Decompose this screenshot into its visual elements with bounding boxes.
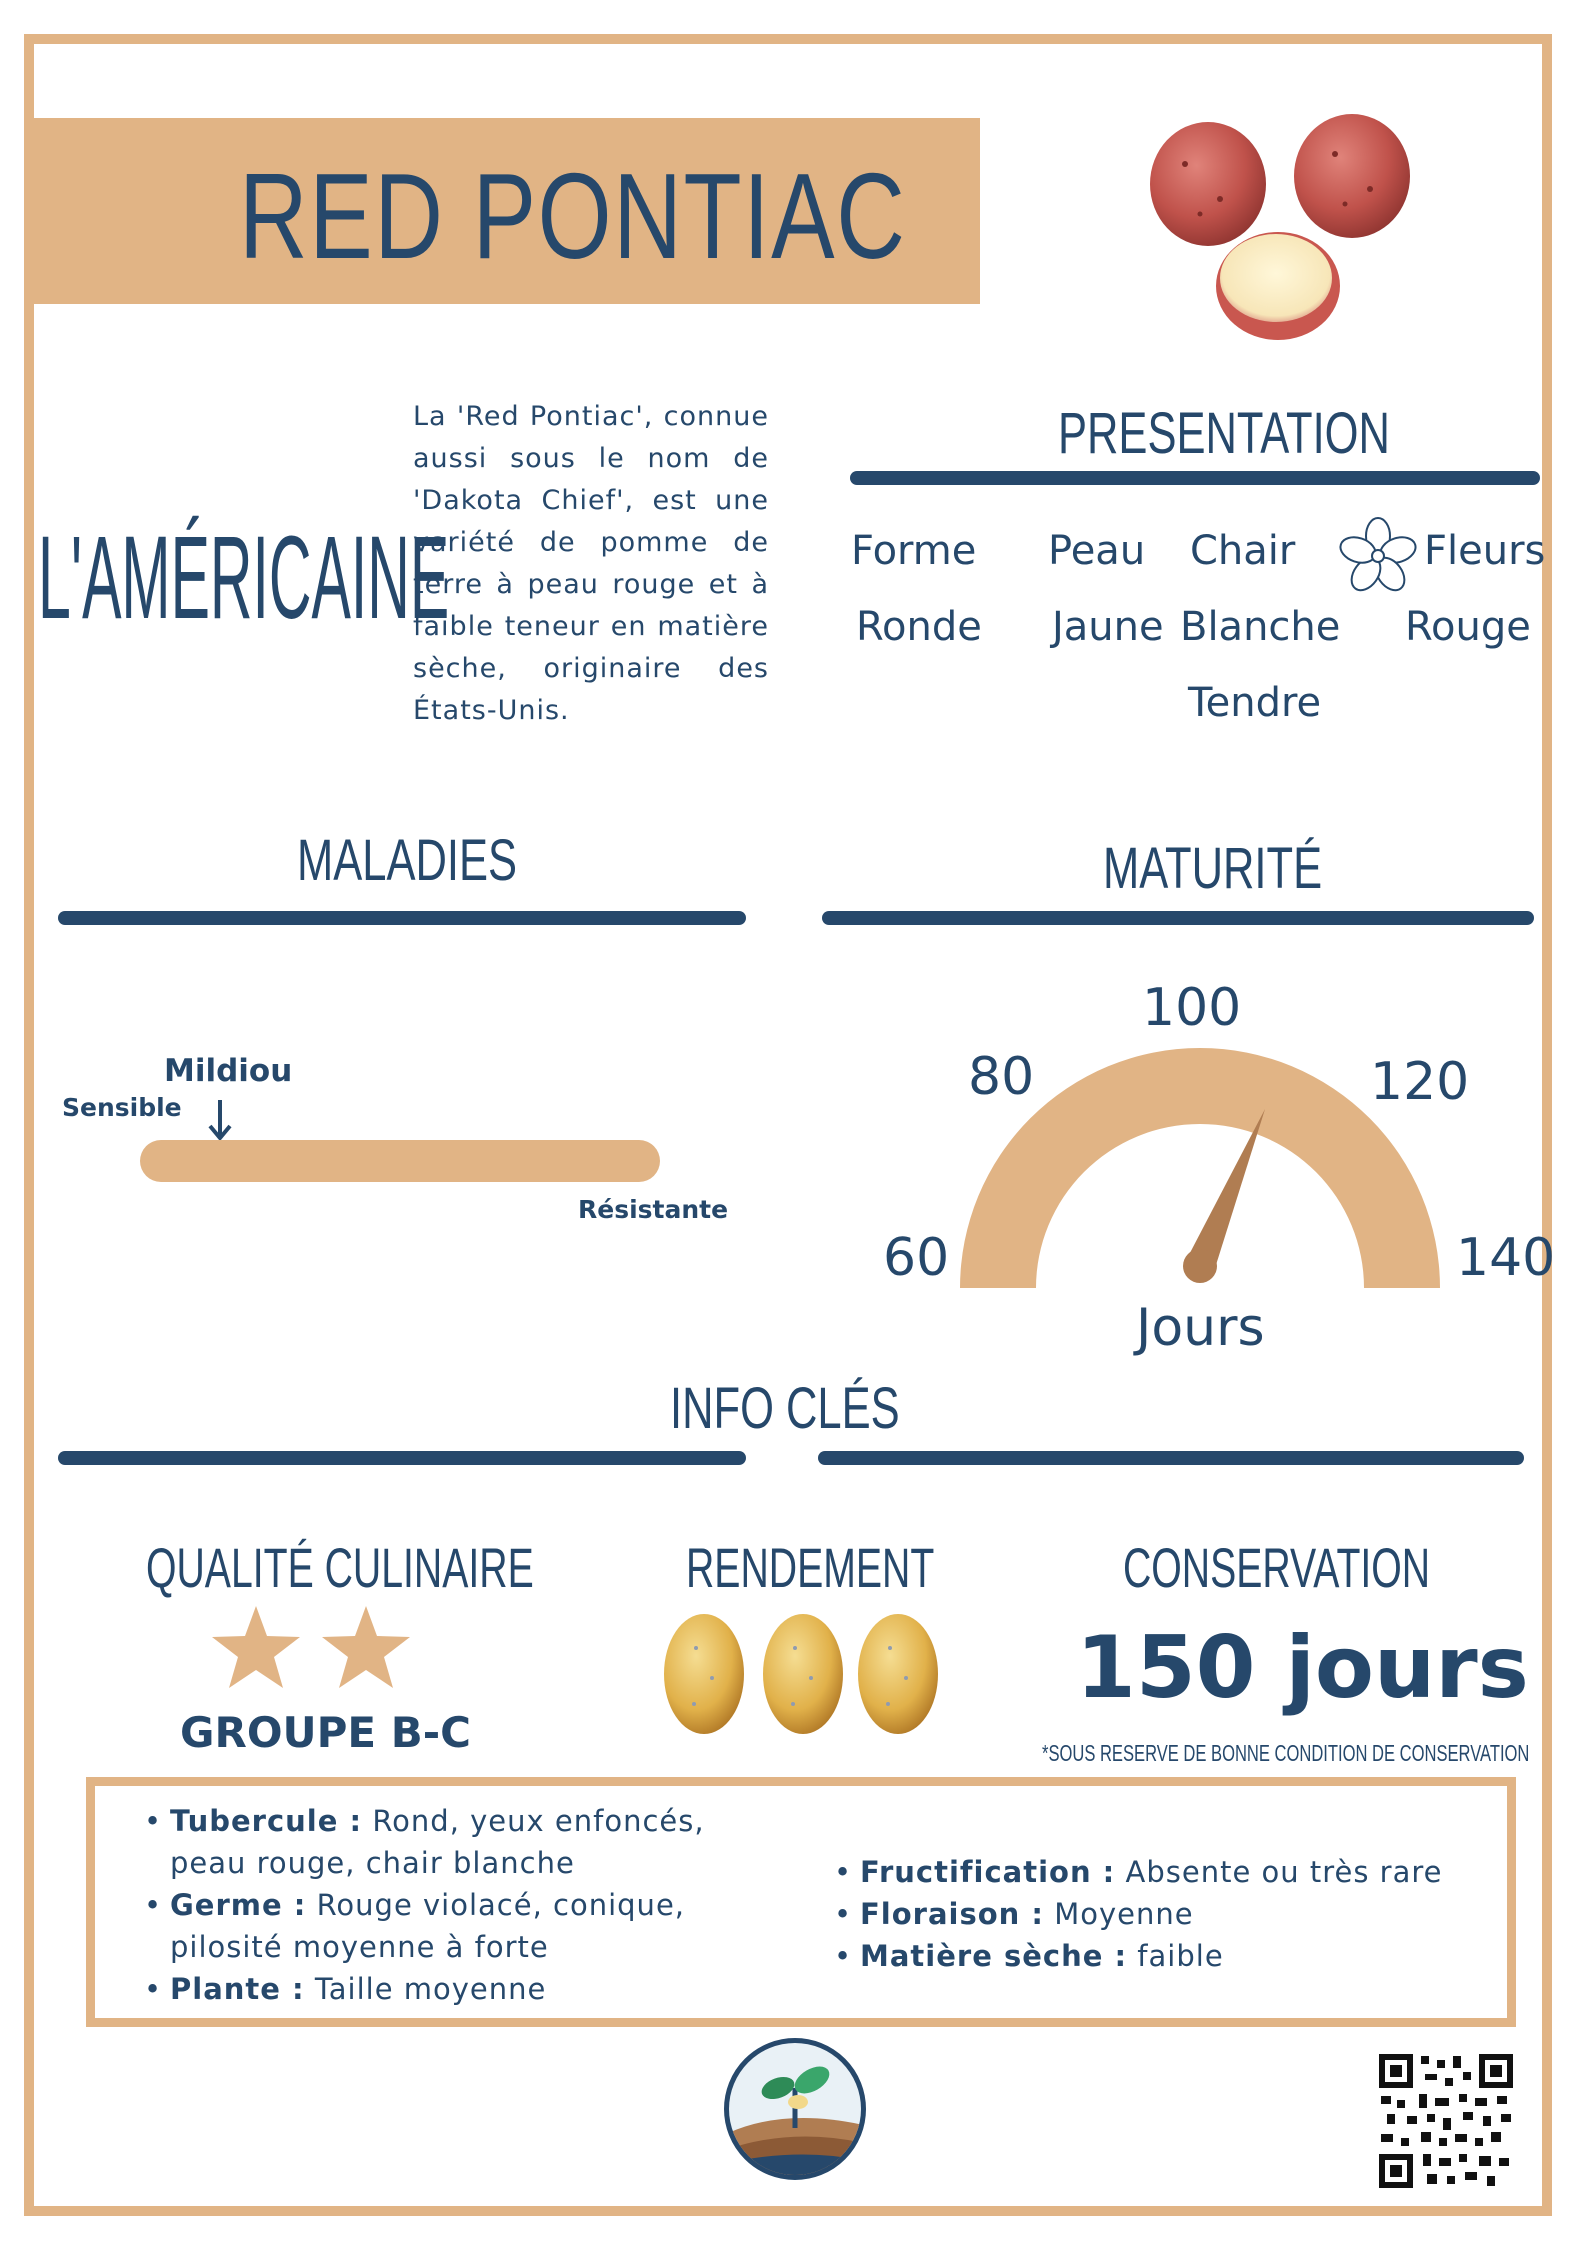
gauge-tick-120: 120	[1370, 1052, 1470, 1112]
maladies-title: MALADIES	[297, 828, 517, 893]
presentation-title: PRESENTATION	[1058, 401, 1390, 466]
list-item: • Tubercule : Rond, yeux enfoncés, peau rouge, chair blanche	[140, 1800, 780, 1884]
star-icon	[322, 1606, 410, 1688]
variety-description: La 'Red Pontiac', connue aussi sous le nom de 'Dakota Chief', est une variété de pomme de terre à peau rouge et à faible teneur en matière sèche, originaire des États-Unis.	[413, 401, 769, 726]
sprout-logo	[722, 2036, 868, 2182]
info-rule-left	[58, 1451, 746, 1465]
maturite-title: MATURITÉ	[1103, 836, 1323, 901]
variety-title: RED PONTIAC	[239, 148, 907, 284]
details-left-list	[140, 1800, 780, 2010]
info-rule-right	[818, 1451, 1524, 1465]
gauge-tick-100: 100	[1142, 978, 1242, 1038]
qualite-title: QUALITÉ CULINAIRE	[146, 1536, 534, 1599]
list-item: • Floraison : Moyenne	[830, 1893, 1490, 1935]
resistance-bar	[140, 1140, 660, 1182]
chair-label: Chair	[1190, 528, 1296, 574]
peau-value: Jaune	[1052, 604, 1164, 650]
presentation-rule	[850, 471, 1540, 485]
flower-icon	[1338, 516, 1418, 592]
resistante-label: Résistante	[578, 1195, 729, 1224]
info-cles-title: INFO CLÉS	[670, 1376, 900, 1441]
groupe-label: GROUPE B-C	[180, 1708, 471, 1757]
gauge-tick-140: 140	[1456, 1228, 1556, 1288]
gauge-needle	[1183, 1109, 1265, 1283]
arrow-down-icon	[206, 1098, 234, 1142]
conservation-value: 150 jours	[1076, 1618, 1529, 1718]
list-item: • Fructification : Absente ou très rare	[830, 1851, 1490, 1893]
peau-label: Peau	[1048, 528, 1146, 574]
potato-photo	[1140, 104, 1430, 354]
star-rating	[210, 1602, 420, 1694]
potato-icon	[763, 1614, 843, 1734]
rendement-rating	[660, 1608, 950, 1738]
details-right-list	[830, 1851, 1490, 1977]
potato-icon	[858, 1614, 938, 1734]
list-item: • Plante : Taille moyenne	[140, 1968, 780, 2010]
star-icon	[212, 1606, 300, 1688]
conservation-note: *SOUS RESERVE DE BONNE CONDITION DE CONSERVATION	[1042, 1740, 1530, 1766]
list-item: • Germe : Rouge violacé, conique, pilosité moyenne à forte	[140, 1884, 780, 1968]
chair-value-2: Tendre	[1188, 680, 1322, 726]
potato-icon	[664, 1614, 744, 1734]
fleurs-value: Rouge	[1405, 604, 1531, 650]
fleurs-label: Fleurs	[1424, 528, 1546, 574]
rendement-title: RENDEMENT	[686, 1536, 935, 1599]
maturite-rule	[822, 911, 1534, 925]
forme-value: Ronde	[856, 604, 982, 650]
list-item: • Matière sèche : faible	[830, 1935, 1490, 1977]
forme-label: Forme	[851, 528, 977, 574]
gauge-tick-60: 60	[883, 1228, 950, 1288]
gauge-unit: Jours	[1136, 1298, 1265, 1358]
chair-value-1: Blanche	[1180, 604, 1341, 650]
conservation-title: CONSERVATION	[1123, 1536, 1431, 1599]
variety-nickname: L'AMÉRICAINE	[38, 512, 450, 644]
sensible-label: Sensible	[62, 1093, 182, 1122]
disease-name: Mildiou	[164, 1053, 293, 1089]
maladies-rule	[58, 911, 746, 925]
gauge-tick-80: 80	[968, 1047, 1035, 1107]
qr-code	[1379, 2054, 1513, 2188]
